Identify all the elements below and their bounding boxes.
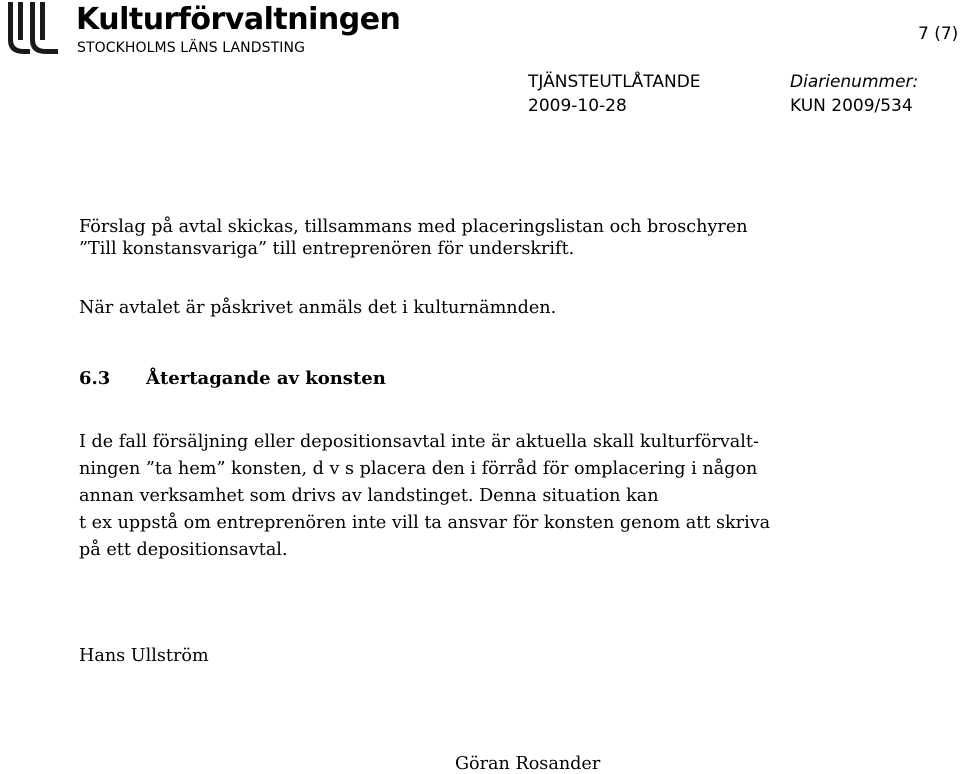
paragraph-line: ningen ”ta hem” konsten, d v s placera den i förråd för omplacering i någon [79,459,758,479]
org-subtitle: STOCKHOLMS LÄNS LANDSTING [77,40,306,56]
paragraph-line: ”Till konstansvariga” till entreprenören för underskrift. [79,239,575,259]
paragraph-line: på ett depositionsavtal. [79,540,288,560]
paragraph-line: I de fall försäljning eller depositionsavtal inte är aktuella skall kulturförvalt- [79,432,759,452]
registration-number: KUN 2009/534 [790,96,913,116]
paragraph-line: annan verksamhet som drivs av landstinget. Denna situation kan [79,486,659,506]
page-number: 7 (7) [918,24,959,44]
section-title: Återtagande av konsten [146,368,386,389]
paragraph-line: t ex uppstå om entreprenören inte vill ta ansvar för konsten genom att skriva [79,513,771,533]
signature-name: Hans Ullström [79,646,209,666]
signature-name: Göran Rosander [455,754,601,774]
paragraph-agreement [79,216,748,260]
paragraph-reclaim [79,429,770,564]
section-number: 6.3 [79,368,111,389]
paragraph-line: Förslag på avtal skickas, tillsammans med placeringslistan och broschyren [79,217,748,237]
document-date: 2009-10-28 [528,96,627,116]
org-name: Kulturförvaltningen [76,2,401,37]
landsting-logo-icon [4,2,66,56]
paragraph-notification: När avtalet är påskrivet anmäls det i kulturnämnden. [79,298,557,318]
registration-label: Diarienummer: [790,72,919,92]
document-type: TJÄNSTEUTLÅTANDE [528,72,701,92]
